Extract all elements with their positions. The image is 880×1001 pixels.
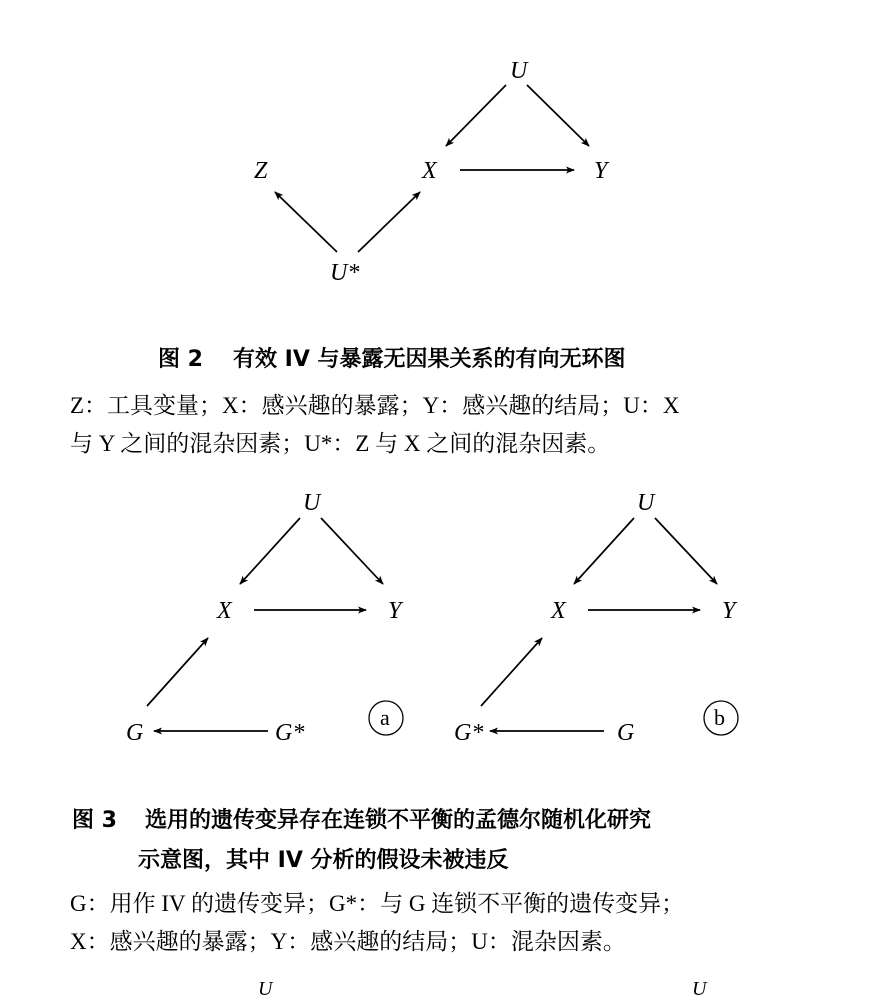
figure3-panel-b (454, 490, 738, 746)
figure3-note-line: X：感兴趣的暴露；Y：感兴趣的结局；U：混杂因素。 (70, 929, 626, 954)
node-z: Z (254, 158, 268, 184)
node-x: X (551, 598, 566, 624)
figure3-caption (72, 801, 651, 881)
figure3-note (70, 885, 810, 961)
node-g-star: G* (454, 720, 484, 746)
edge-ustar-x (358, 192, 420, 252)
edge-g-x (147, 638, 208, 706)
panel-label-a: a (380, 705, 390, 730)
figure2-diagram (0, 0, 880, 310)
node-g: G (126, 720, 144, 746)
node-g-star: G* (275, 720, 305, 746)
figure2-caption-number: 图 2 (158, 347, 203, 372)
figure2-note (70, 387, 810, 463)
node-u: U (637, 490, 655, 516)
edge-u-x (574, 518, 634, 584)
figure2-note-line: Z：工具变量；X：感兴趣的暴露；Y：感兴趣的结局；U：X (70, 393, 680, 418)
node-y: Y (594, 158, 608, 184)
figure3-caption-number: 图 3 (72, 808, 117, 833)
node-u: U (303, 490, 321, 516)
node-g: G (617, 720, 635, 746)
figure2-note-line: 与 Y 之间的混杂因素；U*：Z 与 X 之间的混杂因素。 (70, 431, 611, 456)
node-x: X (217, 598, 232, 624)
figure2-caption-text: 有效 IV 与暴露无因果关系的有向无环图 (232, 347, 626, 372)
node-y: Y (722, 598, 736, 624)
node-u: U (510, 58, 528, 84)
figure3-diagram (0, 470, 880, 770)
node-x: X (422, 158, 437, 184)
edge-u-y (655, 518, 717, 584)
edge-u-y (527, 85, 589, 146)
figure3-caption-line: 示意图，其中 IV 分析的假设未被违反 (138, 848, 509, 873)
figure3-caption-line: 选用的遗传变异存在连锁不平衡的孟德尔随机化研究 (144, 808, 651, 833)
node-u-star: U* (330, 260, 360, 286)
figure2-caption (158, 342, 626, 373)
figure3-note-line: G：用作 IV 的遗传变异；G*：与 G 连锁不平衡的遗传变异； (70, 891, 685, 916)
edge-u-x (446, 85, 506, 146)
edge-gstar-x (481, 638, 542, 706)
next-page-fragment-right: U (692, 978, 707, 1000)
edge-u-y (321, 518, 383, 584)
edge-u-x (240, 518, 300, 584)
next-page-fragment-left: U (258, 978, 273, 1000)
edge-ustar-z (275, 192, 337, 252)
panel-label-b: b (714, 705, 725, 730)
node-y: Y (388, 598, 402, 624)
figure3-panel-a (126, 490, 404, 746)
